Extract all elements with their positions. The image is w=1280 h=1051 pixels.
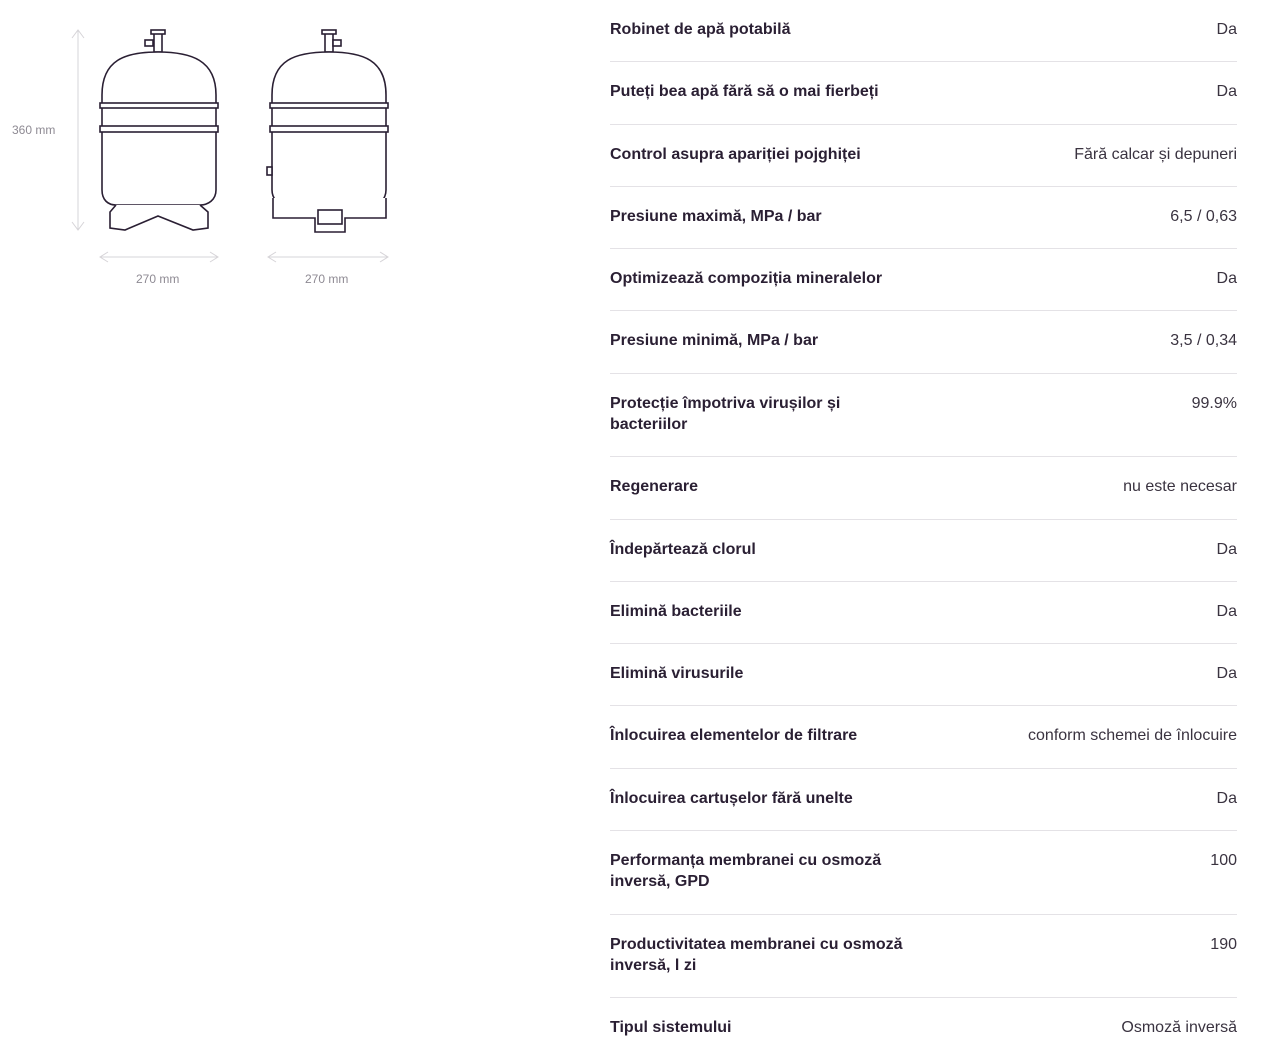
spec-row <box>610 998 1237 1051</box>
tank-side-view <box>267 30 388 232</box>
spec-label: Protecție împotriva virușilor și bacteriilor <box>610 394 841 433</box>
specifications-table <box>610 0 1237 1051</box>
spec-label: Îndepărtează clorul <box>610 540 756 558</box>
spec-label: Elimină bacteriile <box>610 602 742 620</box>
spec-label: Puteți bea apă fără să o mai fierbeți <box>610 83 879 101</box>
spec-value: Da <box>1216 540 1237 558</box>
spec-label: Tipul sistemului <box>610 1019 732 1037</box>
spec-row <box>610 457 1237 519</box>
spec-label: Regenerare <box>610 478 699 496</box>
spec-label: Înlocuirea elementelor de filtrare <box>610 727 858 745</box>
spec-row <box>610 187 1237 249</box>
width-dimension-line-front <box>100 252 218 262</box>
spec-label: Înlocuirea cartușelor fără unelte <box>610 789 853 807</box>
spec-row <box>610 249 1237 311</box>
spec-value: Da <box>1216 602 1237 620</box>
spec-label: Presiune minimă, MPa / bar <box>610 332 819 350</box>
spec-label: Optimizează compoziția mineralelor <box>610 270 883 288</box>
spec-value: Da <box>1216 789 1237 807</box>
spec-row <box>610 374 1237 458</box>
spec-row <box>610 0 1237 62</box>
spec-value: Da <box>1216 270 1237 288</box>
spec-label: Performanța membranei cu osmoză inversă, GPD <box>610 852 882 891</box>
spec-value: 3,5 / 0,34 <box>1170 332 1237 350</box>
spec-value: Da <box>1216 83 1237 101</box>
height-dimension-line <box>72 30 84 230</box>
spec-value: Da <box>1216 665 1237 683</box>
spec-value: 6,5 / 0,63 <box>1170 207 1237 225</box>
spec-value: 190 <box>1210 935 1237 953</box>
spec-row <box>610 706 1237 768</box>
tank-dimension-drawing <box>0 0 420 300</box>
spec-row <box>610 582 1237 644</box>
tank-front-view <box>100 30 218 230</box>
spec-row <box>610 644 1237 706</box>
spec-value: conform schemei de înlocuire <box>1028 727 1237 745</box>
spec-row <box>610 520 1237 582</box>
side-width-dimension-label: 270 mm <box>305 272 349 286</box>
spec-label: Control asupra apariției pojghiței <box>610 145 861 163</box>
spec-row <box>610 915 1237 999</box>
spec-value: 100 <box>1210 852 1237 870</box>
spec-label: Elimină virusurile <box>610 665 744 683</box>
height-dimension-label: 360 mm <box>12 123 56 137</box>
front-width-dimension-label: 270 mm <box>136 272 180 286</box>
spec-row <box>610 311 1237 373</box>
spec-row <box>610 62 1237 124</box>
spec-value: Da <box>1216 21 1237 38</box>
spec-row <box>610 769 1237 831</box>
spec-value: 99.9% <box>1191 394 1237 412</box>
spec-value: Fără calcar și depuneri <box>1074 145 1237 163</box>
width-dimension-line-side <box>268 252 388 262</box>
spec-label: Robinet de apă potabilă <box>610 21 791 38</box>
spec-row <box>610 125 1237 187</box>
spec-value: nu este necesar <box>1123 478 1237 496</box>
tank-illustration <box>0 0 420 300</box>
spec-label: Productivitatea membranei cu osmoză inversă, l zi <box>610 935 903 974</box>
spec-row <box>610 831 1237 915</box>
spec-value: Osmoză inversă <box>1121 1019 1237 1037</box>
spec-label: Presiune maximă, MPa / bar <box>610 207 822 225</box>
